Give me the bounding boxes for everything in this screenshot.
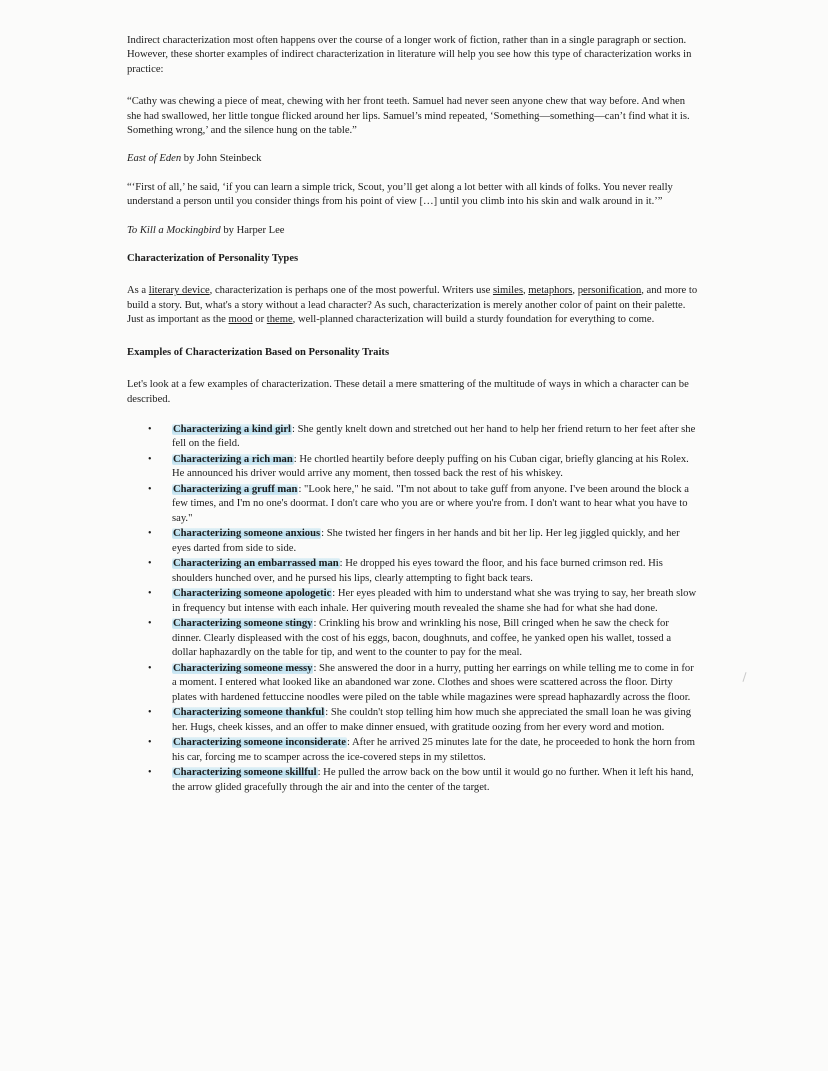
book-author: by John Steinbeck xyxy=(181,153,262,165)
list-item xyxy=(148,706,698,735)
list-item xyxy=(148,527,698,556)
trait-text: : She couldn't stop telling him how much she appreciated the small loan he was giving her. Hugs, cheek kisses, and an offer to make dinner ensued, with gratitude oozing from her every word and motion. xyxy=(172,707,692,733)
bullet-icon: • xyxy=(148,558,152,570)
trait-label: Characterizing someone anxious xyxy=(173,528,321,540)
trait-label: Characterizing someone thankful xyxy=(173,707,325,719)
link-theme[interactable]: theme xyxy=(266,314,293,326)
list-item xyxy=(148,483,698,526)
source-east-of-eden xyxy=(127,152,698,166)
trait-text: : She answered the door in a hurry, putting her earrings on while telling me to come in for a moment. I entered what looked like an abandoned war zone. Clothes and shoes were scattered across the floor. Dirty plates with hardened fettuccine noodles were piled on the table while magazines were spread haphazardly across the floor. xyxy=(172,662,694,703)
quote-mockingbird: “‘First of all,’ he said, ‘if you can learn a simple trick, Scout, you’ll get along a lot better with all kinds of folks. You never really understand a person until you consider things from his point of view […] until you climb into his skin and walk around in it.’” xyxy=(127,181,673,208)
link-similes[interactable]: similes xyxy=(492,285,523,297)
text-run: , well-planned characterization will build a sturdy foundation for everything to come. xyxy=(292,314,655,326)
list-item xyxy=(148,736,698,765)
list-item xyxy=(148,453,698,482)
list-item xyxy=(148,662,698,705)
trait-list xyxy=(127,423,698,795)
trait-label: Characterizing a kind girl xyxy=(173,423,291,435)
intro-paragraph: Indirect characterization most often happens over the course of a longer work of fiction, rather than in a single paragraph or section. However, these shorter examples of indirect characterization in literature will help you see how this type of characterization works in practice: xyxy=(127,35,692,75)
heading-personality-types: Characterization of Personality Types xyxy=(127,253,299,265)
bullet-icon: • xyxy=(148,737,152,749)
bullet-icon: • xyxy=(148,423,152,435)
list-item xyxy=(148,766,698,795)
trait-label: Characterizing someone inconsiderate xyxy=(173,737,346,749)
trait-text: : After he arrived 25 minutes late for the date, he proceeded to honk the horn from his car, forcing me to scamper across the ice-covered steps in my stilettos. xyxy=(172,737,696,763)
bullet-icon: • xyxy=(148,453,152,465)
trait-text: : He chortled heartily before deeply puffing on his Cuban cigar, briefly glancing at his Rolex. He announced his driver would arrive any moment, then tossed back the rest of his whiskey. xyxy=(172,453,689,480)
literary-device-paragraph xyxy=(127,284,698,327)
link-literary-device[interactable]: literary device xyxy=(148,285,210,297)
text-run: As a xyxy=(127,285,149,297)
trait-text: : "Look here," he said. "I'm not about to take guff from anyone. I've been around the block a few times, and I'm no one's doormat. I don't care who you are or where you're from. I don't want to hear what you have to say." xyxy=(172,483,689,524)
text-run: , xyxy=(522,285,529,297)
trait-label: Characterizing someone messy xyxy=(173,662,313,674)
book-title: To Kill a Mockingbird xyxy=(127,224,221,236)
text-run: , xyxy=(572,285,578,297)
bullet-icon: • xyxy=(148,662,152,674)
bullet-icon: • xyxy=(148,528,152,540)
bullet-icon: • xyxy=(148,588,152,600)
link-metaphors[interactable]: metaphors xyxy=(528,285,573,297)
link-personification[interactable]: personification xyxy=(577,285,642,297)
examples-intro-paragraph: Let's look at a few examples of characterization. These detail a mere smattering of the multitude of ways in which a character can be described. xyxy=(127,379,689,405)
link-mood[interactable]: mood xyxy=(228,314,253,326)
list-item xyxy=(148,557,698,586)
heading-examples: Examples of Characterization Based on Personality Traits xyxy=(127,346,390,358)
trait-text: : Crinkling his brow and wrinkling his nose, Bill cringed when he saw the check for dinner. Clearly displeased with the cost of his eggs, bacon, doughnuts, and coffee, he yanked open his wallet, tossed a dollar haphazardly on the table for tip, and went to the counter to pay for the meal. xyxy=(172,618,672,659)
trait-label: Characterizing someone stingy xyxy=(173,618,313,630)
source-mockingbird xyxy=(127,224,698,238)
book-title: East of Eden xyxy=(127,153,182,165)
scan-mark xyxy=(742,672,746,682)
text-run: , characterization is perhaps one of the most powerful. Writers use xyxy=(209,285,493,297)
trait-text: : Her eyes pleaded with him to understand what she was trying to say, her breath slow in frequency but intense with each inhale. Her quivering mouth revealed the shame she had for what she had done. xyxy=(172,588,697,614)
list-item xyxy=(148,617,698,660)
bullet-icon: • xyxy=(148,767,152,779)
trait-text: : He dropped his eyes toward the floor, and his face burned crimson red. His shoulders hunched over, and he pursed his lips, clearly attempting to fight back tears. xyxy=(172,558,663,584)
trait-text: : She gently knelt down and stretched out her hand to help her friend return to her feet after she fell on the field. xyxy=(172,423,696,450)
trait-label: Characterizing a rich man xyxy=(173,453,293,465)
trait-label: Characterizing a gruff man xyxy=(173,483,298,495)
text-run: , and more to build a story. But, what's a story without a lead character? As such, characterization is merely another color of paint on their palette. Just as important as the xyxy=(127,285,698,326)
bullet-icon: • xyxy=(148,483,152,495)
bullet-icon: • xyxy=(148,707,152,719)
book-author: by Harper Lee xyxy=(220,224,285,236)
bullet-icon: • xyxy=(148,618,152,630)
trait-text: : He pulled the arrow back on the bow until it would go no further. When it left his hand, the arrow glided gracefully through the air and into the center of the target. xyxy=(172,767,694,793)
trait-label: Characterizing someone skillful xyxy=(173,767,317,779)
trait-text: : She twisted her fingers in her hands and bit her lip. Her leg jiggled quickly, and her eyes darted from side to side. xyxy=(172,528,680,554)
trait-label: Characterizing someone apologetic xyxy=(173,588,332,600)
text-run: or xyxy=(252,314,267,326)
list-item xyxy=(148,587,698,616)
list-item xyxy=(148,423,698,452)
quote-east-of-eden: “Cathy was chewing a piece of meat, chewing with her front teeth. Samuel had never seen anyone chew that way before. And when she had swallowed, her little tongue flicked around her lips. Samuel’s mind repeated, ‘Something—something—can’t find what it is. Something wrong,’ and the silence hung on the table.” xyxy=(127,96,690,137)
trait-label: Characterizing an embarrassed man xyxy=(173,558,339,570)
